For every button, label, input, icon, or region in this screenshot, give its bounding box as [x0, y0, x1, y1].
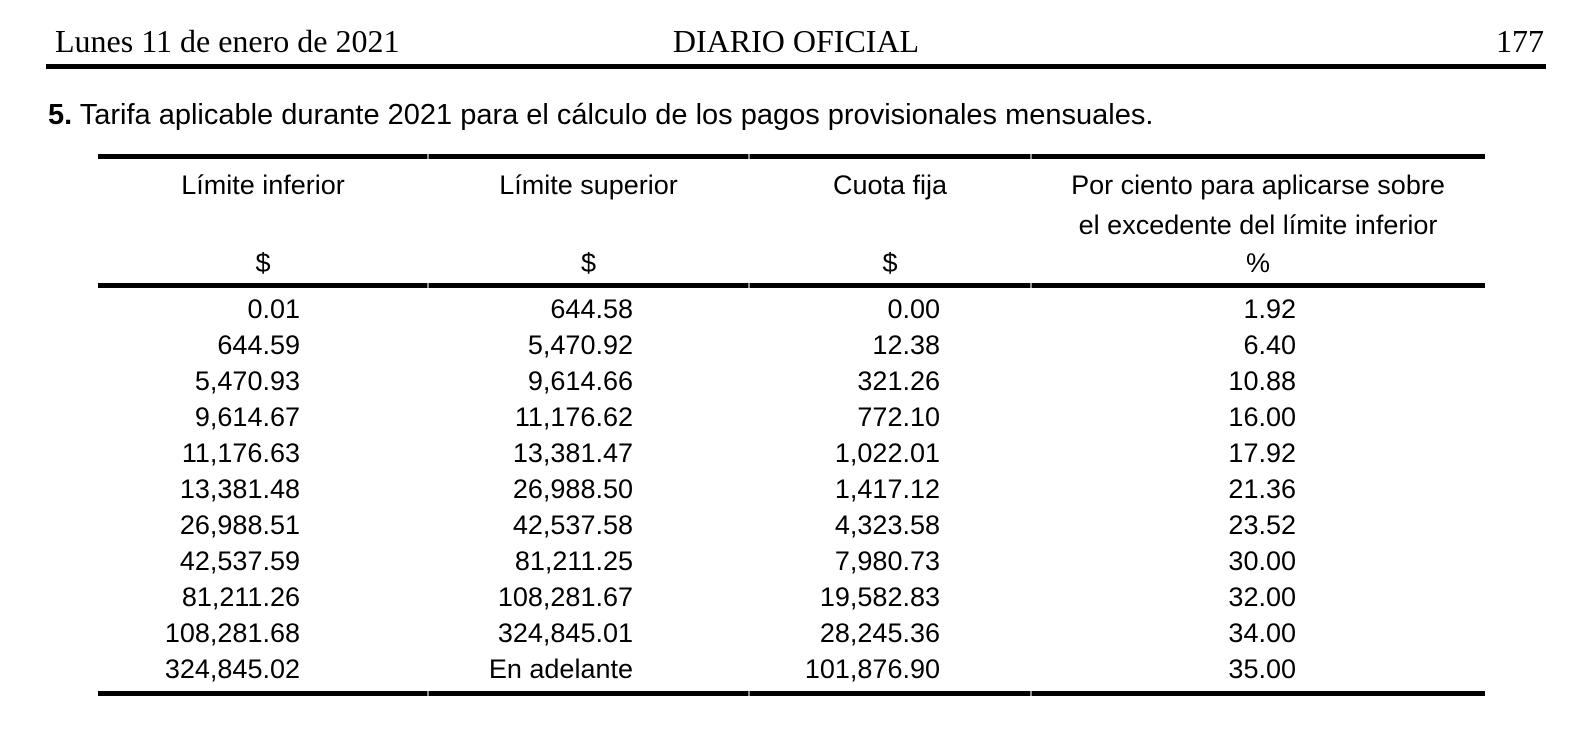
- cell-limite-inferior: 13,381.48: [179, 474, 300, 504]
- cell-limite-inferior: 324,845.02: [164, 654, 300, 684]
- cell-limite-superior: 42,537.58: [512, 510, 633, 540]
- cell-limite-superior: 11,176.62: [514, 402, 633, 432]
- table-row: [98, 543, 1485, 579]
- table-row: [98, 615, 1485, 651]
- cell-limite-inferior: 5,470.93: [194, 366, 300, 396]
- unit-header-limite-inferior: $: [255, 248, 271, 278]
- unit-header-por-ciento: %: [1245, 248, 1270, 278]
- unit-header-cuota-fija: $: [882, 248, 898, 278]
- table-row: [98, 363, 1485, 399]
- column-separator-tick: [427, 154, 429, 159]
- masthead: [46, 24, 1546, 58]
- cell-por-ciento: 23.52: [1228, 510, 1296, 540]
- column-header-cuota-fija: Cuota fija: [832, 170, 948, 200]
- cell-cuota-fija: 7,980.73: [834, 546, 940, 576]
- cell-limite-superior: 13,381.47: [512, 438, 633, 468]
- table-row: [98, 291, 1485, 327]
- tariff-table: [98, 154, 1485, 696]
- cell-por-ciento: 35.00: [1228, 654, 1296, 684]
- cell-por-ciento: 30.00: [1228, 546, 1296, 576]
- header-journal-title: DIARIO OFICIAL: [672, 23, 920, 59]
- column-separator-tick: [748, 691, 750, 696]
- cell-limite-inferior: 108,281.68: [164, 618, 300, 648]
- table-row: [98, 651, 1485, 687]
- cell-limite-superior: 81,211.25: [514, 546, 633, 576]
- cell-por-ciento: 1.92: [1243, 294, 1296, 324]
- cell-limite-inferior: 0.01: [247, 294, 300, 324]
- column-header-limite-superior: Límite superior: [499, 170, 678, 200]
- cell-por-ciento: 10.88: [1228, 366, 1296, 396]
- cell-cuota-fija: 772.10: [857, 402, 940, 432]
- cell-limite-superior: 644.58: [550, 294, 633, 324]
- cell-limite-superior: 108,281.67: [497, 582, 633, 612]
- cell-limite-superior: En adelante: [488, 654, 633, 684]
- header-units-row: [98, 245, 1485, 283]
- cell-limite-inferior: 26,988.51: [179, 510, 300, 540]
- table-row: [98, 435, 1485, 471]
- column-separator-tick: [1030, 691, 1032, 696]
- cell-cuota-fija: 4,323.58: [834, 510, 940, 540]
- section-heading: [48, 97, 1546, 133]
- page-header: [46, 24, 1546, 69]
- cell-cuota-fija: 1,022.01: [834, 438, 940, 468]
- table-rule-top: [98, 154, 1485, 159]
- cell-limite-inferior: 11,176.63: [181, 438, 300, 468]
- header-page-number: 177: [1496, 23, 1544, 59]
- cell-limite-inferior: 9,614.67: [194, 402, 300, 432]
- section-number: 5.: [48, 99, 73, 131]
- cell-cuota-fija: 1,417.12: [834, 474, 940, 504]
- cell-por-ciento: 6.40: [1243, 330, 1296, 360]
- column-separator-tick: [748, 283, 750, 288]
- header-rule: [46, 64, 1546, 69]
- cell-por-ciento: 21.36: [1228, 474, 1296, 504]
- column-separator-tick: [748, 154, 750, 159]
- unit-header-limite-superior: $: [580, 248, 597, 278]
- cell-limite-superior: 5,470.92: [527, 330, 633, 360]
- cell-limite-superior: 9,614.66: [527, 366, 633, 396]
- cell-por-ciento: 17.92: [1228, 438, 1296, 468]
- table-rule-header-separator: [98, 283, 1485, 288]
- table-row: [98, 579, 1485, 615]
- cell-limite-superior: 26,988.50: [512, 474, 633, 504]
- table-rule-bottom: [98, 691, 1485, 696]
- cell-cuota-fija: 321.26: [857, 366, 940, 396]
- cell-por-ciento: 16.00: [1228, 402, 1296, 432]
- cell-limite-inferior: 81,211.26: [181, 582, 300, 612]
- table-row: [98, 471, 1485, 507]
- column-header-limite-inferior: Límite inferior: [181, 170, 345, 200]
- column-separator-tick: [427, 691, 429, 696]
- table-header: [98, 159, 1485, 283]
- column-separator-tick: [1030, 283, 1032, 288]
- table-row: [98, 507, 1485, 543]
- cell-limite-inferior: 42,537.59: [179, 546, 300, 576]
- column-header-por-ciento: Por ciento para aplicarse sobre el excedente del límite inferior: [1071, 170, 1445, 240]
- column-separator-tick: [1030, 154, 1032, 159]
- column-separator-tick: [427, 283, 429, 288]
- table-row: [98, 399, 1485, 435]
- cell-cuota-fija: 101,876.90: [804, 654, 940, 684]
- cell-limite-superior: 324,845.01: [497, 618, 633, 648]
- table-body: [98, 288, 1485, 691]
- cell-cuota-fija: 0.00: [887, 294, 940, 324]
- cell-por-ciento: 32.00: [1228, 582, 1296, 612]
- cell-limite-inferior: 644.59: [217, 330, 300, 360]
- table-row: [98, 327, 1485, 363]
- cell-cuota-fija: 12.38: [872, 330, 940, 360]
- cell-cuota-fija: 19,582.83: [819, 582, 940, 612]
- cell-por-ciento: 34.00: [1228, 618, 1296, 648]
- cell-cuota-fija: 28,245.36: [819, 618, 940, 648]
- section-title: Tarifa aplicable durante 2021 para el cálculo de los pagos provisionales mensuales.: [72, 99, 1154, 131]
- header-date: Lunes 11 de enero de 2021: [55, 23, 400, 59]
- header-labels-row: [98, 159, 1485, 245]
